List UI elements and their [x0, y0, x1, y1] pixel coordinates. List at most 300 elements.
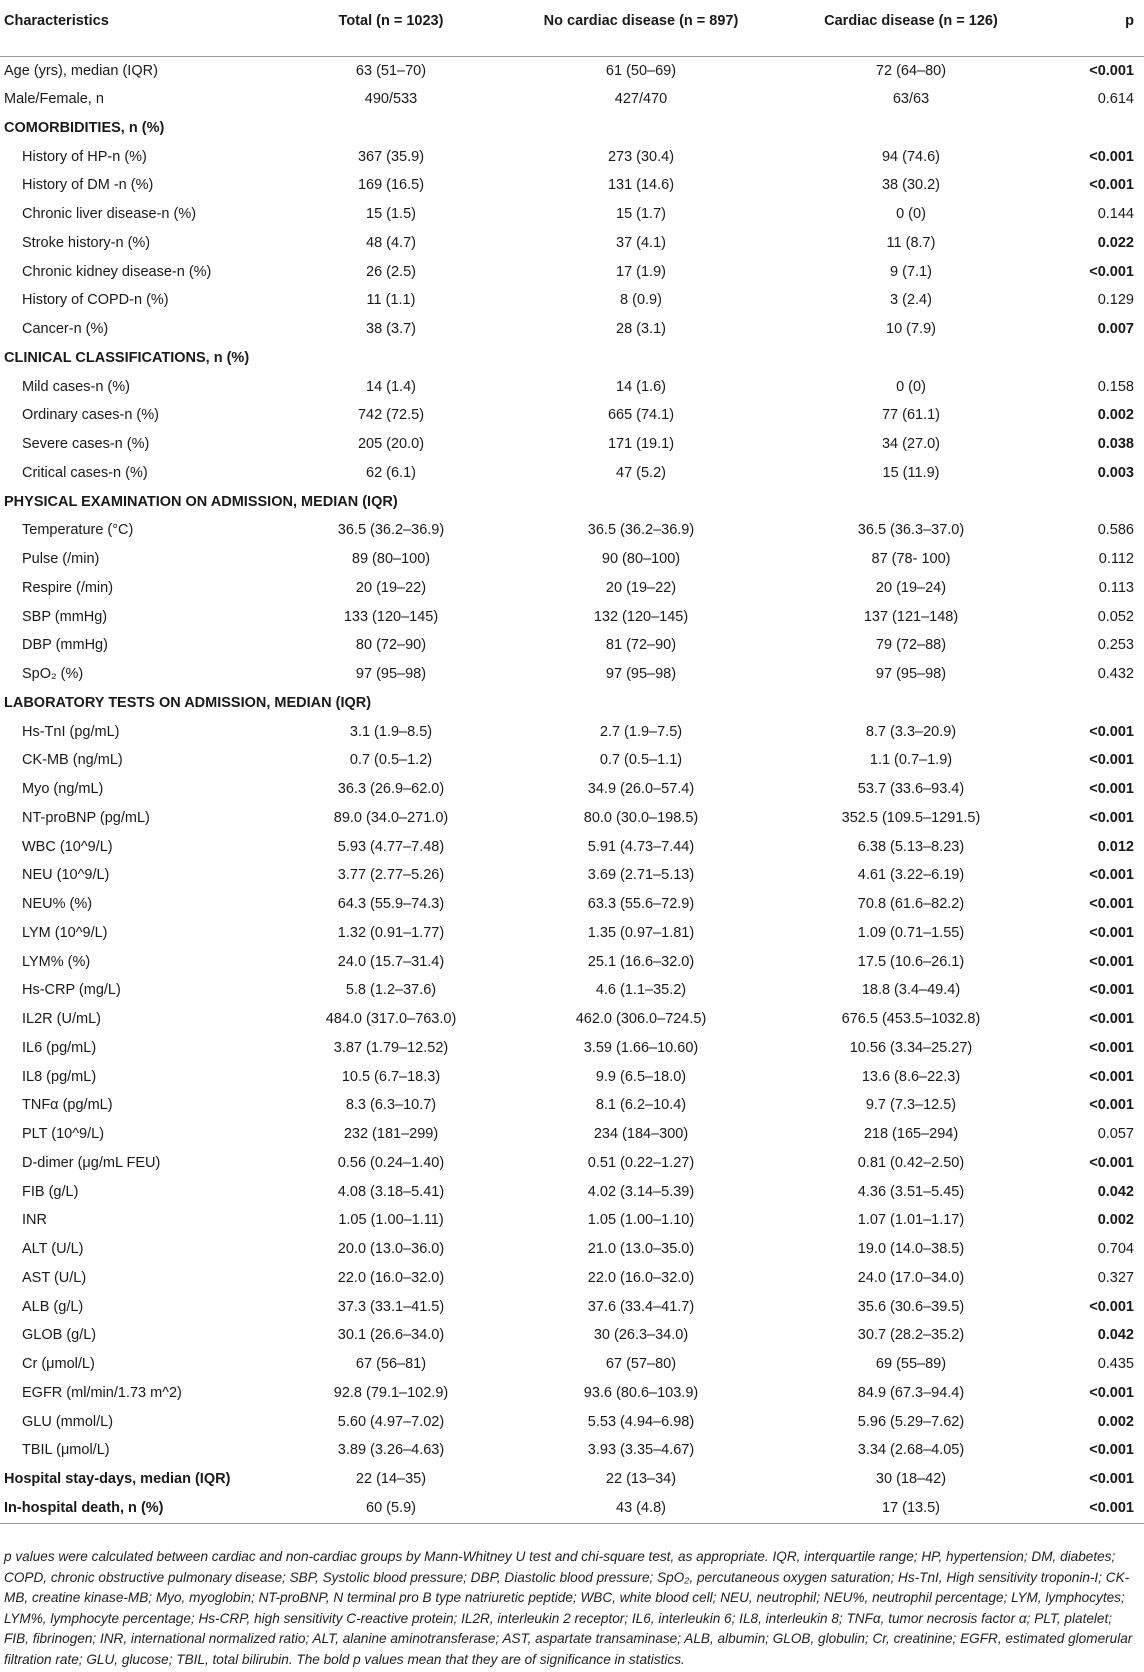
cell-p-value: <0.001 [1089, 924, 1134, 941]
row-label: Male/Female, n [4, 91, 104, 108]
row-label: In-hospital death, n (%) [0, 1494, 276, 1524]
cell-total: 80 (72–90) [355, 637, 427, 654]
cell-p-value: <0.001 [1089, 809, 1134, 826]
table-row [0, 171, 1144, 200]
cell-cardiac: 5.96 (5.29–7.62) [857, 1413, 965, 1430]
cell-p-value [1046, 487, 1144, 516]
cell-no-cardiac: 665 (74.1) [607, 407, 675, 424]
cell-no-cardiac: 132 (120–145) [593, 608, 689, 625]
row-label: Respire (/min) [22, 579, 114, 596]
section-header-row [0, 689, 1144, 718]
cell-no-cardiac: 97 (95–98) [605, 666, 677, 683]
table-row [0, 545, 1144, 574]
table-row [0, 717, 1144, 746]
cell-p-value: <0.001 [1089, 1011, 1134, 1028]
cell-p-value: 0.052 [1097, 608, 1134, 625]
cell-total [276, 114, 506, 143]
row-label: D-dimer (μg/mL FEU) [22, 1154, 161, 1171]
table-row [0, 1062, 1144, 1091]
cell-total: 205 (20.0) [357, 436, 425, 453]
cell-p-value [1046, 114, 1144, 143]
table-row [0, 516, 1144, 545]
cell-total: 30.1 (26.6–34.0) [337, 1327, 445, 1344]
cell-no-cardiac: 17 (1.9) [616, 263, 666, 280]
header-p-value: p [1046, 0, 1144, 56]
cell-total: 490/533 [364, 91, 418, 108]
table-row [0, 976, 1144, 1005]
cell-no-cardiac: 14 (1.6) [616, 378, 666, 395]
row-label: NEU (10^9/L) [22, 867, 110, 884]
row-label: PLT (10^9/L) [22, 1126, 105, 1143]
cell-p-value: <0.001 [1089, 781, 1134, 798]
cell-p-value: 0.007 [1097, 321, 1134, 338]
cell-total: 3.77 (2.77–5.26) [337, 867, 445, 884]
cell-cardiac: 30 (18–42) [875, 1471, 947, 1488]
table-row [0, 947, 1144, 976]
row-label: CK-MB (ng/mL) [22, 752, 123, 769]
row-label: History of DM -n (%) [22, 177, 154, 194]
cell-p-value: <0.001 [1089, 1097, 1134, 1114]
cell-p-value: 0.057 [1097, 1126, 1134, 1143]
row-label: Stroke history-n (%) [22, 234, 151, 251]
cell-cardiac: 0 (0) [896, 206, 926, 223]
cell-no-cardiac: 34.9 (26.0–57.4) [587, 781, 695, 798]
cell-cardiac: 137 (121–148) [863, 608, 959, 625]
cell-p-value: 0.002 [1097, 407, 1134, 424]
cell-cardiac: 97 (95–98) [875, 666, 947, 683]
cell-no-cardiac: 36.5 (36.2–36.9) [587, 522, 695, 539]
cell-total: 3.87 (1.79–12.52) [333, 1039, 449, 1056]
cell-cardiac: 10.56 (3.34–25.27) [849, 1039, 973, 1056]
cell-total: 232 (181–299) [343, 1126, 439, 1143]
cell-cardiac: 94 (74.6) [881, 148, 941, 165]
table-row [0, 1321, 1144, 1350]
table-row [0, 1034, 1144, 1063]
table-row [0, 1436, 1144, 1465]
cell-total: 5.60 (4.97–7.02) [337, 1413, 445, 1430]
table-row [0, 1235, 1144, 1264]
table-row [0, 1494, 1144, 1524]
table-row [0, 229, 1144, 258]
table-row [0, 1091, 1144, 1120]
section-header-row [0, 114, 1144, 143]
row-label: History of COPD-n (%) [22, 292, 169, 309]
cell-no-cardiac: 3.69 (2.71–5.13) [587, 867, 695, 884]
cell-p-value: <0.001 [1089, 1154, 1134, 1171]
row-label: IL2R (U/mL) [22, 1011, 101, 1028]
table-row [0, 1379, 1144, 1408]
row-label: Cr (μmol/L) [22, 1356, 95, 1373]
cell-no-cardiac: 22.0 (16.0–32.0) [587, 1269, 695, 1286]
table-row [0, 804, 1144, 833]
table-row [0, 459, 1144, 488]
cell-total: 5.93 (4.77–7.48) [337, 838, 445, 855]
cell-cardiac: 15 (11.9) [882, 464, 940, 481]
cell-no-cardiac: 80.0 (30.0–198.5) [583, 809, 699, 826]
cell-total: 48 (4.7) [366, 234, 416, 251]
row-label: Chronic kidney disease-n (%) [22, 263, 212, 280]
cell-cardiac: 72 (64–80) [875, 62, 947, 79]
table-row [0, 1206, 1144, 1235]
cell-p-value: 0.144 [1097, 206, 1134, 223]
cell-no-cardiac: 3.59 (1.66–10.60) [583, 1039, 699, 1056]
row-label: SpO₂ (%) [22, 666, 84, 683]
header-row [0, 0, 1144, 56]
cell-total: 24.0 (15.7–31.4) [337, 953, 445, 970]
cell-no-cardiac: 427/470 [614, 91, 668, 108]
cell-no-cardiac: 47 (5.2) [616, 464, 666, 481]
cell-total: 97 (95–98) [355, 666, 427, 683]
table-row [0, 775, 1144, 804]
cell-total: 133 (120–145) [343, 608, 439, 625]
table-row [0, 142, 1144, 171]
cell-p-value: <0.001 [1089, 982, 1134, 999]
cell-total: 89.0 (34.0–271.0) [333, 809, 449, 826]
cell-p-value: <0.001 [1089, 953, 1134, 970]
cell-cardiac: 6.38 (5.13–8.23) [857, 838, 965, 855]
table-row [0, 1177, 1144, 1206]
cell-p-value: 0.113 [1098, 579, 1134, 596]
cell-no-cardiac: 273 (30.4) [607, 148, 675, 165]
cell-p-value: <0.001 [1046, 1494, 1144, 1524]
header-total: Total (n = 1023) [276, 0, 506, 56]
cell-cardiac: 11 (8.7) [886, 234, 936, 251]
row-label: LYM (10^9/L) [22, 924, 108, 941]
cell-no-cardiac: 37 (4.1) [616, 234, 666, 251]
row-label: COMORBIDITIES, n (%) [4, 119, 165, 136]
row-label: IL6 (pg/mL) [22, 1039, 97, 1056]
cell-p-value: <0.001 [1089, 1384, 1134, 1401]
table-row [0, 286, 1144, 315]
cell-no-cardiac: 28 (3.1) [616, 321, 666, 338]
cell-p-value: 0.158 [1097, 378, 1134, 395]
cell-p-value: 0.586 [1097, 522, 1134, 539]
cell-total: 367 (35.9) [357, 148, 425, 165]
header-characteristics: Characteristics [0, 0, 276, 56]
table-row [0, 660, 1144, 689]
cell-total: 1.05 (1.00–1.11) [338, 1212, 444, 1229]
table-row [0, 861, 1144, 890]
cell-total: 36.5 (36.2–36.9) [337, 522, 445, 539]
row-label: PHYSICAL EXAMINATION ON ADMISSION, MEDIAN (IQR) [4, 493, 398, 510]
row-label: Myo (ng/mL) [22, 781, 104, 798]
row-label: LYM% (%) [22, 953, 91, 970]
cell-no-cardiac: 22 (13–34) [605, 1471, 677, 1488]
cell-no-cardiac: 131 (14.6) [607, 177, 675, 194]
table-row [0, 602, 1144, 631]
cell-cardiac: 30.7 (28.2–35.2) [857, 1327, 965, 1344]
cell-cardiac: 9.7 (7.3–12.5) [865, 1097, 957, 1114]
cell-cardiac: 4.61 (3.22–6.19) [857, 867, 965, 884]
cell-no-cardiac [506, 114, 776, 143]
cell-p-value: 0.042 [1097, 1183, 1134, 1200]
cell-no-cardiac: 8 (0.9) [620, 292, 662, 309]
row-label: SBP (mmHg) [22, 608, 108, 625]
cell-total: 38 (3.7) [366, 321, 416, 338]
row-label: Temperature (°C) [22, 522, 134, 539]
table-row [0, 1407, 1144, 1436]
cell-cardiac: 20 (19–24) [875, 579, 947, 596]
row-label: NT-proBNP (pg/mL) [22, 809, 150, 826]
table-row [0, 1264, 1144, 1293]
row-label: CLINICAL CLASSIFICATIONS, n (%) [4, 349, 250, 366]
cell-cardiac: 1.09 (0.71–1.55) [857, 924, 965, 941]
row-label: LABORATORY TESTS ON ADMISSION, MEDIAN (IQR) [4, 694, 372, 711]
cell-cardiac: 1.07 (1.01–1.17) [857, 1212, 965, 1229]
cell-p-value: <0.001 [1089, 263, 1134, 280]
header-no-cardiac: No cardiac disease (n = 897) [506, 0, 776, 56]
section-header-row [0, 487, 1144, 516]
cell-p-value: <0.001 [1089, 752, 1134, 769]
cell-no-cardiac: 30 (26.3–34.0) [593, 1327, 689, 1344]
cell-total: 63 (51–70) [355, 62, 427, 79]
cell-p-value: 0.129 [1097, 292, 1134, 309]
row-label: History of HP-n (%) [22, 148, 147, 165]
table-row [0, 1292, 1144, 1321]
cell-p-value: 0.038 [1097, 436, 1134, 453]
row-label: TBIL (μmol/L) [22, 1442, 110, 1459]
cell-cardiac: 38 (30.2) [881, 177, 941, 194]
table-row [0, 56, 1144, 85]
row-label: FIB (g/L) [22, 1183, 79, 1200]
cell-total: 37.3 (33.1–41.5) [337, 1298, 445, 1315]
row-label: ALB (g/L) [22, 1298, 84, 1315]
row-label: Critical cases-n (%) [22, 464, 148, 481]
cell-cardiac: 0.81 (0.42–2.50) [857, 1154, 965, 1171]
cell-no-cardiac: 15 (1.7) [616, 206, 666, 223]
cell-cardiac: 18.8 (3.4–49.4) [861, 982, 961, 999]
cell-p-value: 0.002 [1097, 1413, 1134, 1430]
row-label: ALT (U/L) [22, 1241, 84, 1258]
row-label: Ordinary cases-n (%) [22, 407, 159, 424]
cell-no-cardiac: 5.91 (4.73–7.44) [587, 838, 695, 855]
row-label: Age (yrs), median (IQR) [4, 62, 158, 79]
cell-no-cardiac: 0.7 (0.5–1.1) [599, 752, 683, 769]
table-row [0, 401, 1144, 430]
row-label: Cancer-n (%) [22, 321, 109, 338]
cell-p-value: <0.001 [1089, 723, 1134, 740]
cell-no-cardiac: 21.0 (13.0–35.0) [587, 1241, 695, 1258]
table-row [0, 1120, 1144, 1149]
cell-total: 15 (1.5) [366, 206, 416, 223]
cell-p-value [1046, 689, 1144, 718]
cell-no-cardiac: 4.6 (1.1–35.2) [595, 982, 687, 999]
cell-cardiac: 8.7 (3.3–20.9) [865, 723, 957, 740]
cell-p-value: 0.253 [1097, 637, 1134, 654]
cell-cardiac: 19.0 (14.0–38.5) [857, 1241, 965, 1258]
cell-cardiac: 9 (7.1) [890, 263, 932, 280]
cell-no-cardiac: 1.35 (0.97–1.81) [587, 924, 695, 941]
cell-total: 4.08 (3.18–5.41) [337, 1183, 445, 1200]
table-row [0, 200, 1144, 229]
table-row [0, 1465, 1144, 1494]
cell-total: 89 (80–100) [351, 551, 431, 568]
cell-cardiac: 4.36 (3.51–5.45) [857, 1183, 965, 1200]
cell-total: 20.0 (13.0–36.0) [337, 1241, 445, 1258]
row-label: GLOB (g/L) [22, 1327, 97, 1344]
cell-cardiac: 63/63 [892, 91, 930, 108]
cell-no-cardiac: 234 (184–300) [593, 1126, 689, 1143]
cell-cardiac: 70.8 (61.6–82.2) [857, 896, 965, 913]
row-label: Hs-CRP (mg/L) [22, 982, 121, 999]
cell-p-value: <0.001 [1089, 148, 1134, 165]
cell-total: 20 (19–22) [355, 579, 427, 596]
cell-total: 60 (5.9) [276, 1494, 506, 1524]
cell-p-value: 0.012 [1097, 838, 1134, 855]
cell-cardiac [776, 114, 1046, 143]
cell-p-value: <0.001 [1089, 896, 1134, 913]
cell-total: 64.3 (55.9–74.3) [337, 896, 445, 913]
cell-cardiac: 17.5 (10.6–26.1) [857, 953, 965, 970]
cell-total: 742 (72.5) [357, 407, 425, 424]
cell-total: 1.32 (0.91–1.77) [337, 924, 445, 941]
cell-p-value [1046, 344, 1144, 373]
cell-p-value: <0.001 [1089, 177, 1134, 194]
cell-cardiac: 79 (72–88) [875, 637, 947, 654]
cell-total: 484.0 (317.0–763.0) [325, 1011, 457, 1028]
cell-no-cardiac [506, 487, 776, 516]
cell-cardiac: 53.7 (33.6–93.4) [857, 781, 965, 798]
table-row [0, 631, 1144, 660]
table-row [0, 746, 1144, 775]
cell-p-value: <0.001 [1089, 1039, 1134, 1056]
table-row [0, 574, 1144, 603]
cell-no-cardiac: 67 (57–80) [605, 1356, 677, 1373]
cell-p-value: <0.001 [1089, 1298, 1134, 1315]
row-label: Hs-TnI (pg/mL) [22, 723, 120, 740]
row-label: GLU (mmol/L) [22, 1413, 114, 1430]
cell-total: 11 (1.1) [366, 292, 416, 309]
cell-p-value: <0.001 [1089, 1442, 1134, 1459]
table-row [0, 85, 1144, 114]
cell-cardiac [776, 344, 1046, 373]
cell-cardiac: 36.5 (36.3–37.0) [857, 522, 965, 539]
cell-no-cardiac [506, 344, 776, 373]
cell-no-cardiac: 9.9 (6.5–18.0) [595, 1068, 687, 1085]
cell-no-cardiac [506, 689, 776, 718]
cell-cardiac: 352.5 (109.5–1291.5) [841, 809, 981, 826]
cell-no-cardiac: 37.6 (33.4–41.7) [587, 1298, 695, 1315]
row-label: IL8 (pg/mL) [22, 1068, 97, 1085]
cell-total: 0.7 (0.5–1.2) [349, 752, 433, 769]
row-label: Hospital stay-days, median (IQR) [4, 1471, 231, 1488]
cell-p-value: 0.432 [1097, 666, 1134, 683]
cell-p-value: <0.001 [1089, 1068, 1134, 1085]
table-header [0, 0, 1144, 56]
table-row [0, 832, 1144, 861]
cell-no-cardiac: 93.6 (80.6–103.9) [583, 1384, 699, 1401]
row-label: NEU% (%) [22, 896, 93, 913]
cell-cardiac: 77 (61.1) [881, 407, 941, 424]
cell-p-value: 0.112 [1098, 551, 1134, 568]
cell-p-value: 0.042 [1097, 1327, 1134, 1344]
cell-cardiac: 17 (13.5) [776, 1494, 1046, 1524]
row-label: WBC (10^9/L) [22, 838, 113, 855]
cell-no-cardiac: 4.02 (3.14–5.39) [587, 1183, 695, 1200]
row-label: TNFα (pg/mL) [22, 1097, 113, 1114]
cell-p-value: 0.435 [1097, 1356, 1134, 1373]
cell-total: 92.8 (79.1–102.9) [333, 1384, 449, 1401]
cell-cardiac: 3 (2.4) [890, 292, 932, 309]
cell-no-cardiac: 63.3 (55.6–72.9) [587, 896, 695, 913]
table-body [0, 56, 1144, 1524]
section-header-row [0, 344, 1144, 373]
cell-total: 67 (56–81) [355, 1356, 427, 1373]
cell-no-cardiac: 81 (72–90) [605, 637, 677, 654]
row-label: Pulse (/min) [22, 551, 100, 568]
table-row [0, 890, 1144, 919]
cell-no-cardiac: 43 (4.8) [506, 1494, 776, 1524]
cell-p-value: <0.001 [1089, 867, 1134, 884]
cell-p-value: <0.001 [1089, 1471, 1134, 1488]
cell-no-cardiac: 25.1 (16.6–32.0) [587, 953, 695, 970]
cell-total: 0.56 (0.24–1.40) [337, 1154, 445, 1171]
cell-no-cardiac: 20 (19–22) [605, 579, 677, 596]
table-row [0, 372, 1144, 401]
cell-cardiac: 34 (27.0) [881, 436, 941, 453]
cell-no-cardiac: 171 (19.1) [607, 436, 675, 453]
cell-total: 169 (16.5) [357, 177, 425, 194]
cell-total: 62 (6.1) [366, 464, 416, 481]
cell-cardiac: 24.0 (17.0–34.0) [857, 1269, 965, 1286]
cell-cardiac: 218 (165–294) [863, 1126, 959, 1143]
cell-no-cardiac: 3.93 (3.35–4.67) [587, 1442, 695, 1459]
cell-total: 14 (1.4) [366, 378, 416, 395]
cell-total: 3.89 (3.26–4.63) [337, 1442, 445, 1459]
table-footnote: p values were calculated between cardiac and non-cardiac groups by Mann-Whitney U test and chi-square test, as appropriate. IQR, interquartile range; HP, hypertension; DM, diabetes; COPD, chronic obstructive pulmonary disease; SBP, Systolic blood pressure; DBP, Diastolic blood pressure; SpO₂, percutaneous oxygen saturation; Hs-TnI, High sensitivity troponin-I; CK-MB, creatine kinase-MB; Myo, myoglobin; NT-proBNP, N terminal pro B type natriuretic peptide; WBC, white blood cell; NEU, neutrophil; NEU%, neutrophil percentage; LYM, lymphocytes; LYM%, lymphocyte percentage; Hs-CRP, high sensitivity C-reactive protein; IL2R, interleukin 2 receptor; IL6, interleukin 6; IL8, interleukin 8; TNFα, tumor necrosis factor α; PLT, platelet; FIB, fibrinogen; INR, international normalized ratio; ALT, alanine aminotransferase; AST, aspartate transaminase; ALB, albumin; GLOB, globulin; Cr, creatinine; EGFR, estimated glomerular filtration rate; GLU, glucose; TBIL, total bilirubin. The bold p values mean that they are of significance in statistics. [4, 1549, 1133, 1667]
table-row [0, 1005, 1144, 1034]
cell-p-value: 0.327 [1097, 1269, 1134, 1286]
row-label: EGFR (ml/min/1.73 m^2) [22, 1384, 182, 1401]
row-label: AST (U/L) [22, 1269, 87, 1286]
cell-cardiac: 35.6 (30.6–39.5) [857, 1298, 965, 1315]
cell-total: 22 (14–35) [355, 1471, 427, 1488]
cell-total: 5.8 (1.2–37.6) [345, 982, 437, 999]
table-row [0, 315, 1144, 344]
cell-no-cardiac: 61 (50–69) [605, 62, 677, 79]
row-label: Chronic liver disease-n (%) [22, 206, 197, 223]
cell-no-cardiac: 462.0 (306.0–724.5) [575, 1011, 707, 1028]
cell-no-cardiac: 1.05 (1.00–1.10) [587, 1212, 695, 1229]
row-label: INR [22, 1212, 47, 1229]
cell-cardiac: 84.9 (67.3–94.4) [857, 1384, 965, 1401]
cell-no-cardiac: 8.1 (6.2–10.4) [595, 1097, 687, 1114]
cell-p-value: <0.001 [1089, 62, 1134, 79]
cell-cardiac: 69 (55–89) [875, 1356, 947, 1373]
table-row [0, 1350, 1144, 1379]
cell-p-value: 0.003 [1097, 464, 1134, 481]
cell-cardiac: 676.5 (453.5–1032.8) [841, 1011, 981, 1028]
cell-cardiac: 0 (0) [896, 378, 926, 395]
cell-cardiac: 10 (7.9) [886, 321, 936, 338]
cell-cardiac: 1.1 (0.7–1.9) [869, 752, 953, 769]
cell-no-cardiac: 2.7 (1.9–7.5) [599, 723, 683, 740]
cell-p-value: 0.614 [1097, 91, 1134, 108]
table-row [0, 257, 1144, 286]
row-label: Mild cases-n (%) [22, 378, 130, 395]
header-cardiac: Cardiac disease (n = 126) [776, 0, 1046, 56]
cell-cardiac: 13.6 (8.6–22.3) [861, 1068, 961, 1085]
cell-cardiac [776, 689, 1046, 718]
cell-p-value: 0.022 [1097, 234, 1134, 251]
cell-total: 36.3 (26.9–62.0) [337, 781, 445, 798]
table-row [0, 430, 1144, 459]
cell-p-value: 0.704 [1097, 1241, 1134, 1258]
table-row [0, 919, 1144, 948]
cell-total [276, 344, 506, 373]
cell-p-value: 0.002 [1097, 1212, 1134, 1229]
cell-cardiac: 3.34 (2.68–4.05) [857, 1442, 965, 1459]
